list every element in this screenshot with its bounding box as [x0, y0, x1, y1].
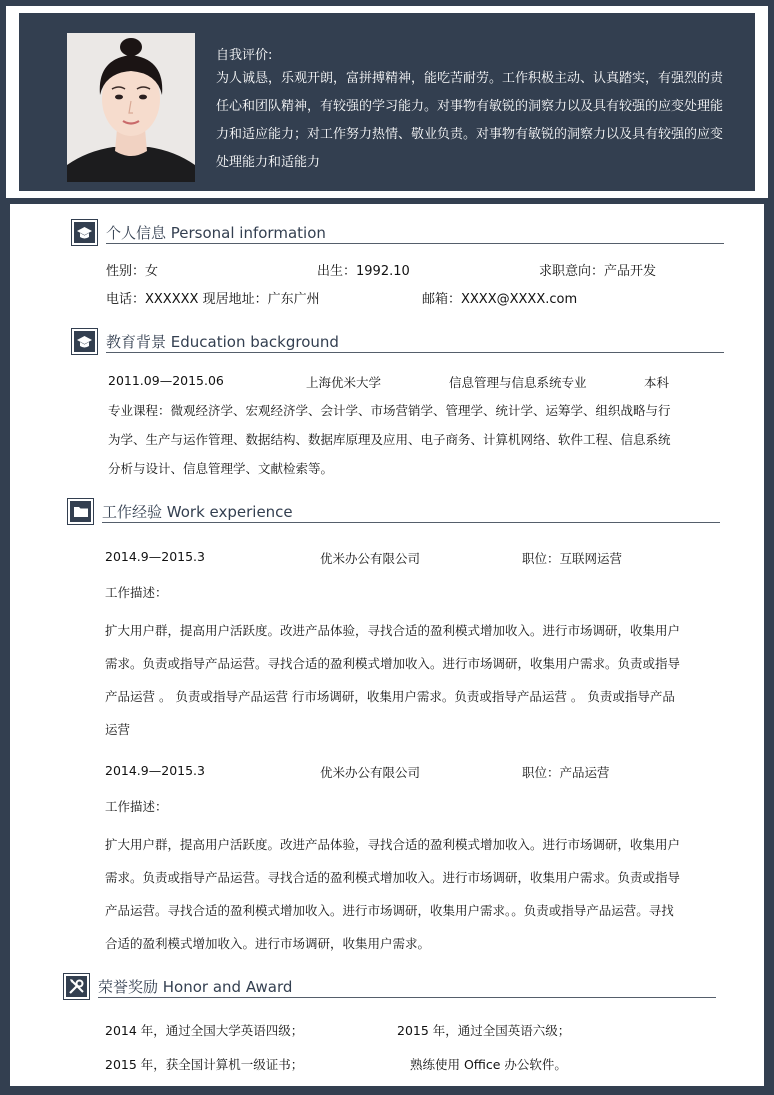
job-company: 优米办公有限公司	[320, 765, 421, 780]
job-description	[105, 828, 723, 960]
edu-degree: 本科	[644, 375, 670, 390]
self-evaluation-line: 处理能力和适能力	[216, 155, 321, 170]
section-personal-label: 个人信息 Personal information	[106, 224, 326, 242]
job-desc-line: 合适的盈利模式增加收入。进行市场调研，收集用户需求。	[105, 936, 431, 951]
graduation-cap-icon	[71, 328, 98, 355]
edu-school: 上海优米大学	[306, 375, 382, 390]
birth-field: 出生：1992.10	[317, 264, 410, 279]
profile-photo	[67, 33, 195, 182]
section-personal-title	[71, 219, 326, 246]
section-honor-label: 荣誉奖励 Honor and Award	[98, 978, 293, 996]
job-desc-line: 运营	[105, 722, 131, 737]
edu-period: 2011.09—2015.06	[108, 373, 224, 388]
section-divider	[106, 243, 724, 244]
graduation-cap-icon	[71, 219, 98, 246]
resume-body	[10, 204, 764, 1086]
honor-item: 2015 年，获全国计算机一级证书；	[105, 1057, 304, 1072]
honor-item: 熟练使用 Office 办公软件。	[410, 1057, 567, 1072]
job-intent-field: 求职意向：产品开发	[539, 264, 657, 279]
section-education-label: 教育背景 Education background	[106, 333, 339, 351]
job-period: 2014.9—2015.3	[105, 763, 205, 778]
self-evaluation-panel	[19, 13, 755, 191]
self-evaluation-title: 自我评价:	[216, 48, 273, 63]
job-position: 职位：互联网运营	[522, 551, 623, 566]
job-desc-line: 产品运营。寻找合适的盈利模式增加收入。进行市场调研，收集用户需求。。负责或指导产品运营。寻找	[105, 903, 674, 918]
job-desc-line: 需求。负责或指导产品运营。寻找合适的盈利模式增加收入。进行市场调研，收集用户需求。负责或指导	[105, 870, 681, 885]
honor-item: 2014 年，通过全国大学英语四级；	[105, 1023, 304, 1038]
edu-courses	[108, 396, 718, 483]
section-work-label: 工作经验 Work experience	[102, 503, 293, 521]
email-field: 邮箱：XXXX@XXXX.com	[422, 292, 578, 307]
header-frame	[6, 6, 768, 198]
phone-address-field: 电话：XXXXXX 现居地址：广东广州	[106, 292, 320, 307]
edu-course-line: 为学、生产与运作管理、数据结构、数据库原理及应用、电子商务、计算机网络、软件工程、信息系统	[108, 432, 671, 447]
job-desc-line: 产品运营 。 负责或指导产品运营 行市场调研，收集用户需求。负责或指导产品运营 。 负责或指导产品	[105, 689, 675, 704]
job-desc-label: 工作描述：	[105, 799, 168, 814]
section-work-title	[67, 498, 293, 525]
edu-course-line: 分析与设计、信息管理学、文献检索等。	[108, 461, 334, 476]
job-desc-line: 扩大用户群，提高用户活跃度。改进产品体验，寻找合适的盈利模式增加收入。进行市场调研，收集用户	[105, 837, 681, 852]
job-desc-label: 工作描述：	[105, 585, 168, 600]
self-evaluation-line: 为人诚恳，乐观开朗，富拼搏精神，能吃苦耐劳。工作积极主动、认真踏实，有强烈的责	[216, 71, 724, 86]
section-honor-title	[63, 973, 292, 1000]
self-evaluation-line: 任心和团队精神，有较强的学习能力。对事物有敏锐的洞察力以及具有较强的应变处理能	[216, 99, 724, 114]
edu-course-line: 专业课程：微观经济学、宏观经济学、会计学、市场营销学、管理学、统计学、运筹学、组织战略与行	[108, 403, 671, 418]
job-period: 2014.9—2015.3	[105, 549, 205, 564]
section-divider	[98, 997, 716, 998]
section-divider	[102, 522, 720, 523]
self-evaluation-text	[216, 65, 736, 177]
gender-field: 性别：女	[106, 264, 159, 279]
section-education-title	[71, 328, 339, 355]
section-divider	[106, 352, 724, 353]
self-evaluation-line: 力和适应能力；对工作努力热情、敬业负责。对事物有敏锐的洞察力以及具有较强的应变	[216, 127, 724, 142]
edu-major: 信息管理与信息系统专业	[449, 375, 587, 390]
job-description	[105, 614, 723, 746]
folder-icon	[67, 498, 94, 525]
job-desc-line: 需求。负责或指导产品运营。寻找合适的盈利模式增加收入。进行市场调研，收集用户需求。负责或指导	[105, 656, 681, 671]
job-desc-line: 扩大用户群，提高用户活跃度。改进产品体验，寻找合适的盈利模式增加收入。进行市场调研，收集用户	[105, 623, 681, 638]
job-position: 职位：产品运营	[522, 765, 610, 780]
honor-item: 2015 年，通过全国英语六级；	[397, 1023, 571, 1038]
job-company: 优米办公有限公司	[320, 551, 421, 566]
tools-icon	[63, 973, 90, 1000]
